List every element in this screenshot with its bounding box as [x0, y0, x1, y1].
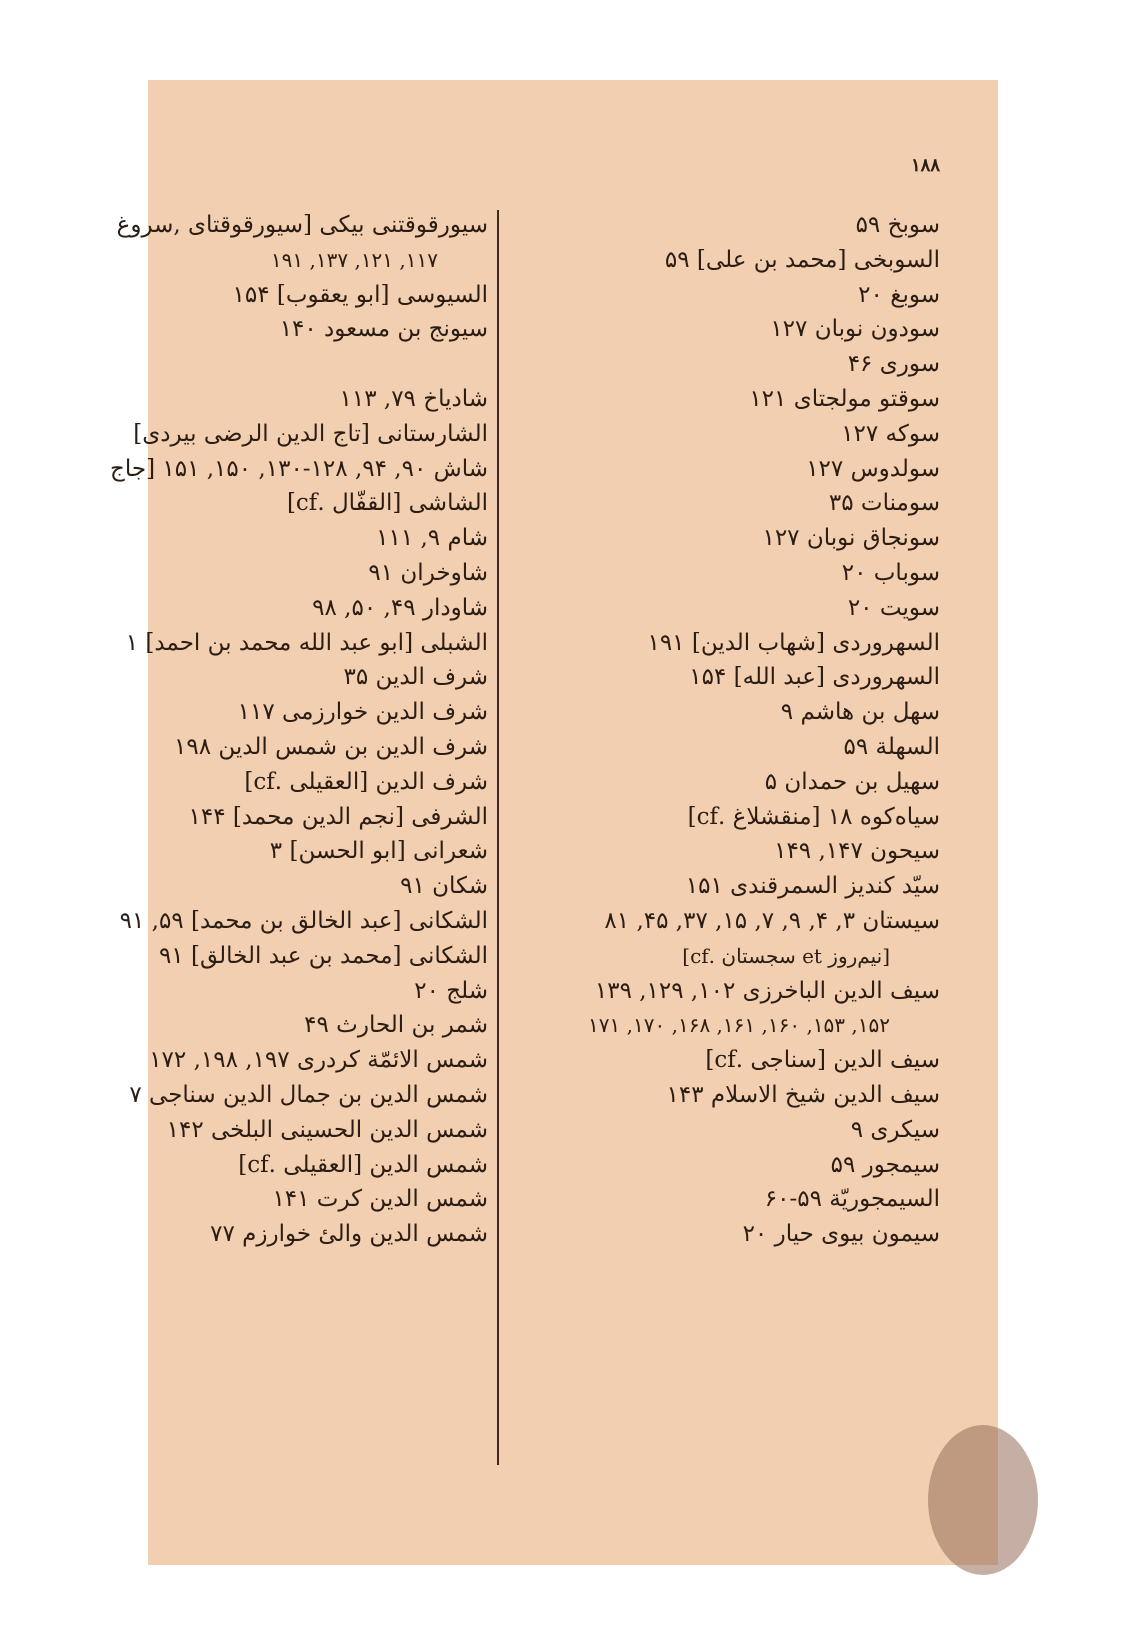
index-entry: الشرفی [نجم الدین محمد] ۱۴۴ [188, 803, 488, 830]
index-entry: الشکانی [محمد بن عبد الخالق] ۹۱ [158, 942, 488, 969]
right-column [540, 208, 940, 1252]
thumb-shadow [928, 1425, 1038, 1575]
index-entry: سیف الدین [سناجی .cf] [705, 1047, 940, 1074]
index-entry: سیاه‌کوه ۱۸ [منقشلاغ .cf] [687, 803, 940, 830]
index-entry: سودون نوبان ۱۲۷ [770, 316, 940, 343]
index-entry: سیّد کندیز السمرقندی ۱۵۱ [685, 873, 940, 900]
index-entry: سیونج بن مسعود ۱۴۰ [279, 316, 488, 343]
index-entry: السیمجوریّة ۵۹-۶۰ [764, 1186, 940, 1213]
index-entry: السهروردی [شهاب الدین] ۱۹۱ [647, 629, 940, 656]
index-entry: سومنات ۳۵ [828, 490, 940, 517]
index-entry: الشاشی [القفّال .cf] [286, 490, 488, 517]
index-entry: سیستان ۳, ۴, ۹, ۷, ۱۵, ۳۷, ۴۵, ۸۱ [604, 907, 940, 934]
index-entry: السوبخی [محمد بن علی] ۵۹ [664, 246, 940, 273]
page-number: ۱۸۸ [910, 155, 940, 176]
index-entry: شمس الائمّة کردری ۱۹۷, ۱۹۸, ۱۷۲ [149, 1047, 488, 1074]
index-entry: شرف الدین [العقیلی .cf] [244, 768, 488, 795]
index-entry: السهروردی [عبد الله] ۱۵۴ [689, 664, 940, 691]
index-entry: شرف الدین بن شمس الدین ۱۹۸ [174, 733, 488, 760]
index-entry: الشبلی [ابو عبد الله محمد بن احمد] ۱ [125, 629, 488, 656]
index-entry: شمر بن الحارث ۴۹ [304, 1012, 488, 1039]
index-entry: سیمجور ۵۹ [830, 1151, 940, 1178]
index-entry: شاودار ۴۹, ۵۰, ۹۸ [312, 594, 488, 621]
index-entry: سوبخ ۵۹ [855, 212, 940, 238]
column-divider [497, 210, 499, 1465]
index-entry: سویت ۲۰ [847, 594, 940, 621]
index-entry: شلج ۲۰ [414, 977, 488, 1004]
index-entry: سوباب ۲۰ [841, 559, 940, 586]
index-entry: الشارستانی [تاج الدین الرضی بیردی] [133, 420, 488, 447]
index-entry: شمس الدین بن جمال الدین سناجی ۷ [129, 1081, 488, 1108]
index-entry: سوکه ۱۲۷ [841, 420, 940, 447]
index-entry: سیحون ۱۴۷, ۱۴۹ [774, 838, 940, 865]
index-entry: الشکانی [عبد الخالق بن محمد] ۵۹, ۹۱ [119, 907, 488, 934]
index-entry: سیکری ۹ [850, 1116, 940, 1143]
index-entry: سیورقوقتنی بیکی [سیورقوقتای ,سروغ [116, 212, 488, 238]
section-gap [148, 347, 488, 382]
index-entry: شمس الدین الحسینی البلخی ۱۴۲ [166, 1116, 488, 1143]
index-entry-continuation: ۱۵۲, ۱۵۳, ۱۶۰, ۱۶۱, ۱۶۸, ۱۷۰, ۱۷۱ [588, 1013, 890, 1038]
index-entry-continuation: [نیم‌روز et سجستان .cf] [682, 943, 890, 968]
index-entry: شرف الدین خوارزمی ۱۱۷ [237, 699, 488, 726]
index-entry: شرف الدین ۳۵ [343, 664, 488, 691]
index-entry: سیمون بیوی حیار ۲۰ [742, 1221, 940, 1248]
index-entry: سهل بن هاشم ۹ [780, 699, 940, 726]
index-entry: شام ۹, ۱۱۱ [376, 525, 488, 552]
index-entry: سوقتو مولجتای ۱۲۱ [749, 385, 940, 412]
index-entry: شادیاخ ۷۹, ۱۱۳ [339, 385, 488, 412]
index-entry: سیف الدین شیخ الاسلام ۱۴۳ [666, 1081, 940, 1108]
index-entry: سونجاق نوبان ۱۲۷ [762, 525, 940, 552]
index-entry: سوری ۴۶ [847, 351, 940, 378]
index-entry: سهیل بن حمدان ۵ [764, 768, 940, 795]
index-entry: سوبغ ۲۰ [858, 281, 940, 308]
index-entry: السهلة ۵۹ [843, 733, 940, 760]
index-entry: السیوسی [ابو یعقوب] ۱۵۴ [232, 281, 488, 308]
index-entry: شمس الدین [العقیلی .cf] [238, 1151, 488, 1178]
index-entry: شمس الدین والیٔ خوارزم ۷۷ [210, 1221, 488, 1248]
index-entry-continuation: ۱۱۷, ۱۲۱, ۱۳۷, ۱۹۱ [270, 247, 438, 272]
index-entry: شکان ۹۱ [400, 873, 488, 900]
index-entry: شاش ۹۰, ۹۴, ۱۲۸-۱۳۰, ۱۵۰, ۱۵۱ [جاج [110, 455, 488, 482]
left-column [110, 208, 488, 1252]
index-entry: سیف الدین الباخرزی ۱۰۲, ۱۲۹, ۱۳۹ [594, 977, 940, 1004]
book-page [110, 80, 998, 1565]
index-entry: شاوخران ۹۱ [368, 559, 488, 586]
index-entry: سولدوس ۱۲۷ [806, 455, 940, 482]
index-entry: شعرانی [ابو الحسن] ۳ [269, 838, 488, 865]
index-entry: شمس الدین کرت ۱۴۱ [272, 1186, 488, 1213]
